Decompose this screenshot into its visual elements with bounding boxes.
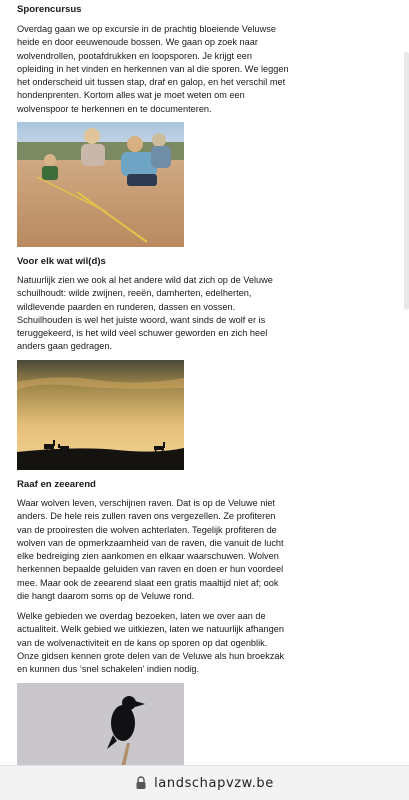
section-text-sporencursus: Overdag gaan we op excursie in de prachtig bloeiende Veluwse heide en door eeuwenoude bossen. We gaan op zoek naar wolvendrollen, pootafdrukken en loopsporen. Je krijgt een opleiding in het vinden en herkennen van al die sporen. We leggen het onderscheid uit tussen stap, draf en galop, en het verschil met hondenprenten. Kortom alles wat je moet weten om een wolvenspoor te herkennen en te documenteren. [17, 24, 289, 114]
browser-address-bar[interactable] [0, 765, 409, 800]
deer-sunset-photo [17, 360, 184, 470]
section-text-raaf-1: Waar wolven leven, verschijnen raven. Dat is op de Veluwe niet anders. De hele reis zullen raven ons vergezellen. Ze profiteren van de prooiresten die wolven achterlaten. Tegelijk profiteren de wolven van de opmerkzaamheid van de raven, die vanuit de lucht elke bedreiging zien aankomen en elkaar waarschuwen. Wolven herkennen bepaalde geluiden van raven en doen er hun voordeel mee. Maar ook de zeearend slaat een gratis maaltijd niet af; ook die hangt daarom soms op de Veluwe rond. [17, 498, 284, 602]
lock-icon [135, 776, 147, 790]
raven-photo [17, 683, 184, 767]
scrollbar[interactable] [404, 52, 409, 310]
tracking-course-photo [17, 122, 184, 247]
section-title-sporencursus: Sporencursus [17, 4, 82, 15]
section-title-raaf: Raaf en zeearend [17, 479, 96, 490]
section-text-wild: Natuurlijk zien we ook al het andere wild dat zich op de Veluwe schuilhoudt: wilde zwijnen, reeën, damherten, edelherten, wildlevende paarden en runderen, dassen en vossen. Schuilhouden is wel het juiste woord, want sinds de wolf er is teruggekeerd, is het wild veel schuwer geworden en zich heel anders gaan gedragen. [17, 275, 273, 352]
section-title-wild: Voor elk wat wil(d)s [17, 256, 106, 267]
section-text-raaf-2: Welke gebieden we overdag bezoeken, laten we over aan de actualiteit. Welk gebied we uitkiezen, laten we natuurlijk afhangen van de wolvenactiviteit en de kans op sporen op dat ogenblik. Onze gidsen kennen grote delen van de Veluwe als hun broekzak en kunnen dus ‘snel schakelen’ indien nodig. [17, 611, 285, 675]
address-url[interactable]: landschapvzw.be [154, 775, 274, 791]
